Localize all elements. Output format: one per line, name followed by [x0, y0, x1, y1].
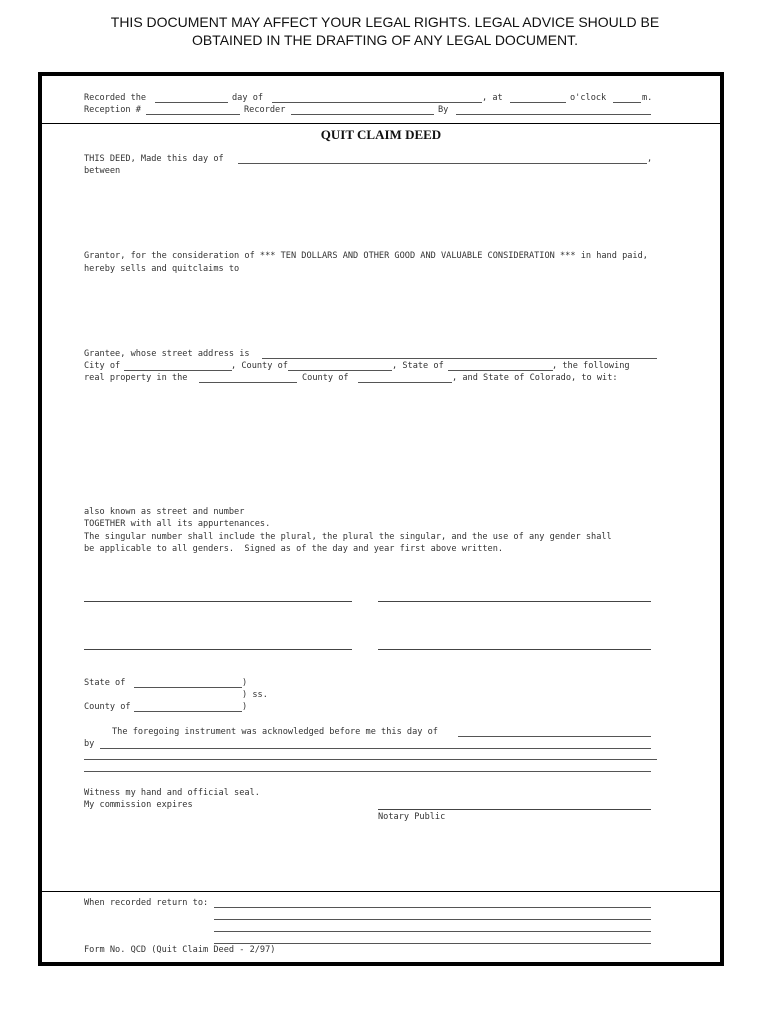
notary-county-label: County of — [84, 702, 131, 712]
am-pm-field[interactable] — [613, 102, 641, 103]
county-paren: ) — [242, 702, 248, 712]
acknowledged-line-2[interactable] — [84, 759, 657, 760]
singular-text-1: The singular number shall include the plural, the plural the singular, and the use of any gender shall — [84, 532, 612, 542]
property-county-field[interactable] — [358, 382, 452, 383]
ss-label: ) ss. — [242, 690, 268, 700]
oclock-label: o'clock — [570, 93, 607, 103]
signature-line-2[interactable] — [378, 601, 651, 602]
recorder-field[interactable] — [291, 114, 434, 115]
state-of-label: , State of — [392, 361, 444, 371]
property-county-label: County of — [302, 373, 349, 383]
at-label: , at — [482, 93, 503, 103]
signature-line-1[interactable] — [84, 601, 352, 602]
notary-signature-line[interactable] — [378, 809, 651, 810]
reception-number-field[interactable] — [146, 114, 240, 115]
footer-divider — [42, 891, 720, 892]
recorded-by-field[interactable] — [456, 114, 651, 115]
signature-line-3[interactable] — [84, 649, 352, 650]
recorder-label: Recorder — [244, 105, 286, 115]
grantee-address-label: Grantee, whose street address is — [84, 349, 250, 359]
grantee-address-field[interactable] — [262, 358, 657, 359]
grantor-consideration-text: Grantor, for the consideration of *** TEN DOLLARS AND OTHER GOOD AND VALUABLE CONSIDERATION *** in hand paid, — [84, 251, 648, 261]
recording-divider — [42, 123, 720, 124]
return-to-line-4[interactable] — [214, 943, 651, 944]
city-field[interactable] — [124, 370, 232, 371]
aka-label: also known as street and number — [84, 507, 245, 517]
county-field[interactable] — [288, 370, 392, 371]
county-of-label: , County of — [231, 361, 288, 371]
between-label: between — [84, 166, 121, 176]
return-to-label: When recorded return to: — [84, 898, 209, 908]
recorded-the-label: Recorded the — [84, 93, 147, 103]
city-label: City of — [84, 361, 121, 371]
notary-county-field[interactable] — [134, 711, 242, 712]
deed-form-frame — [38, 72, 724, 966]
notary-state-field[interactable] — [134, 687, 242, 688]
acknowledged-by-field[interactable] — [100, 748, 651, 749]
commission-label: My commission expires — [84, 800, 193, 810]
acknowledged-by-label: by — [84, 739, 95, 749]
recorded-month-field[interactable] — [272, 102, 482, 103]
acknowledged-line-3[interactable] — [84, 771, 651, 772]
acknowledged-date-field[interactable] — [458, 736, 651, 737]
deed-date-field[interactable] — [238, 163, 647, 164]
form-number: Form No. QCD (Quit Claim Deed - 2/97) — [84, 945, 276, 955]
state-field[interactable] — [448, 370, 553, 371]
day-of-label: day of — [232, 93, 264, 103]
deed-made-label: THIS DEED, Made this day of — [84, 154, 224, 164]
following-label: , the following — [552, 361, 630, 371]
reception-label: Reception # — [84, 105, 141, 115]
return-to-line-3[interactable] — [214, 931, 651, 932]
deed-comma: , — [647, 154, 653, 164]
legal-warning-line1: THIS DOCUMENT MAY AFFECT YOUR LEGAL RIGHTS. LEGAL ADVICE SHOULD BE — [110, 14, 660, 30]
m-label: m. — [642, 93, 653, 103]
witness-text: Witness my hand and official seal. — [84, 788, 260, 798]
quitclaims-text: hereby sells and quitclaims to — [84, 264, 240, 274]
property-location-field[interactable] — [199, 382, 297, 383]
singular-text-2: be applicable to all genders. Signed as of the day and year first above written. — [84, 544, 504, 554]
by-label: By — [438, 105, 449, 115]
legal-warning-line2: OBTAINED IN THE DRAFTING OF ANY LEGAL DOCUMENT. — [191, 32, 579, 48]
return-to-line-2[interactable] — [214, 919, 651, 920]
real-property-label: real property in the — [84, 373, 188, 383]
notary-public-label: Notary Public — [378, 812, 446, 822]
together-text: TOGETHER with all its appurtenances. — [84, 519, 271, 529]
notary-state-label: State of — [84, 678, 126, 688]
state-paren: ) — [242, 678, 248, 688]
recorded-day-field[interactable] — [155, 102, 228, 103]
signature-line-4[interactable] — [378, 649, 651, 650]
colorado-label: , and State of Colorado, to wit: — [452, 373, 618, 383]
document-title: QUIT CLAIM DEED — [320, 127, 442, 142]
acknowledged-text: The foregoing instrument was acknowledged before me this day of — [112, 727, 438, 737]
recorded-time-field[interactable] — [510, 102, 566, 103]
return-to-line-1[interactable] — [214, 907, 651, 908]
